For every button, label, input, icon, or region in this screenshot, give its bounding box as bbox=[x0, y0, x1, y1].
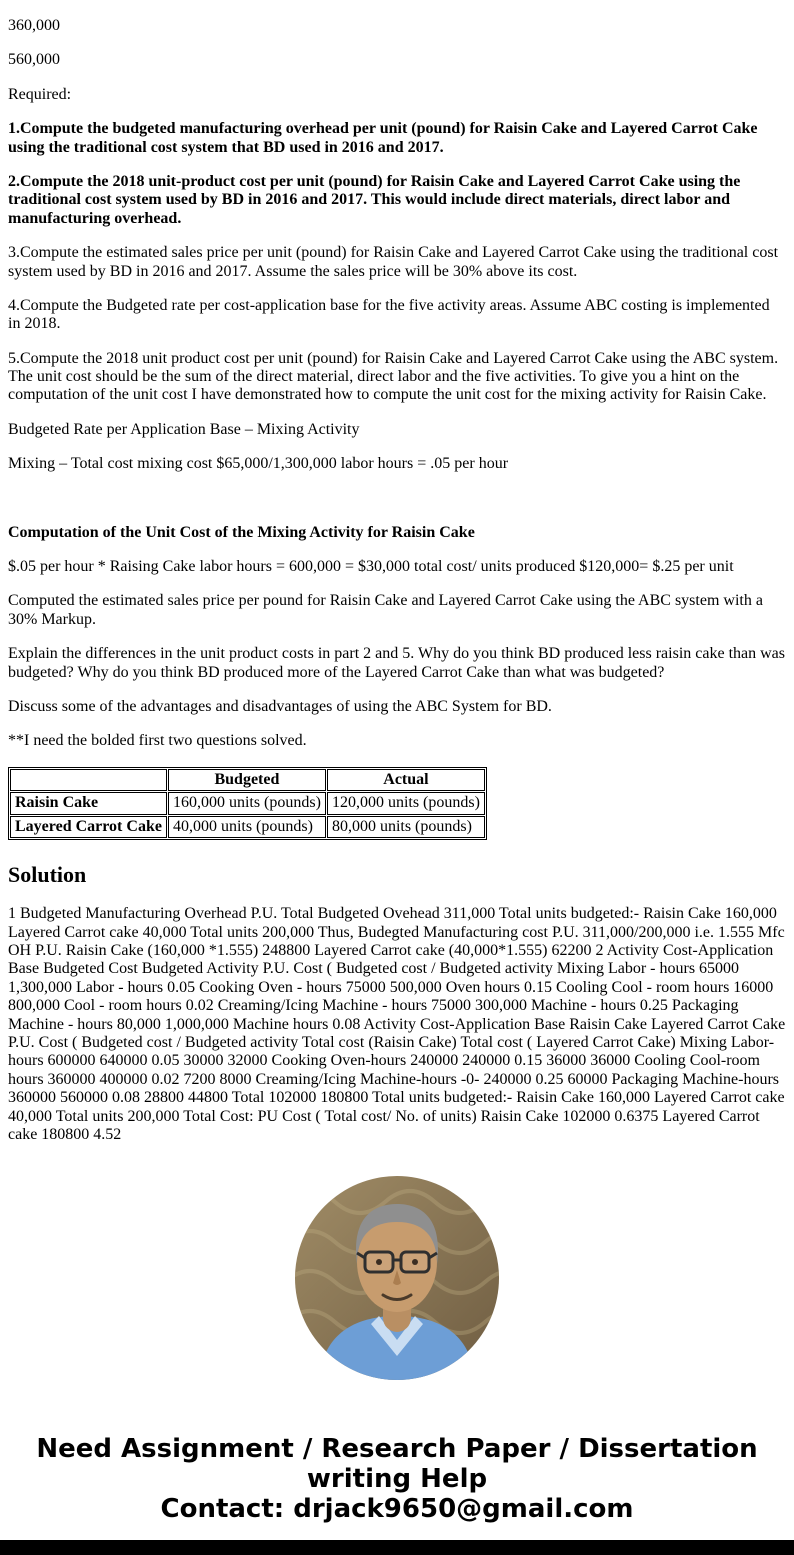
tutor-photo-container bbox=[8, 1176, 786, 1385]
row-label-layered-carrot-cake: Layered Carrot Cake bbox=[10, 816, 167, 838]
table-header-budgeted: Budgeted bbox=[168, 769, 326, 791]
computation-heading: Computation of the Unit Cost of the Mixing Activity for Raisin Cake bbox=[8, 523, 475, 541]
bottom-black-bar bbox=[0, 1540, 794, 1555]
footer-help-line: Need Assignment / Research Paper / Dissertation writing Help bbox=[36, 1433, 758, 1494]
budget-vs-actual-table bbox=[8, 767, 487, 840]
question-1: 1.Compute the budgeted manufacturing overhead per unit (pound) for Raisin Cake and Layered Carrot Cake using the traditional cost system that BD used in 2016 and 2017. bbox=[8, 120, 758, 156]
solution-text: 1 Budgeted Manufacturing Overhead P.U. Total Budgeted Ovehead 311,000 Total units budgeted:- Raisin Cake 160,000 Layered Carrot cake 40,000 Total units 200,000 Thus, Budegted Manufacturing cost P.U. 311,000/200,000 i.e. 1.555 Mfc OH P.U. Raisin Cake (160,000 *1.555) 248800 Layered Carrot cake (40,000*1.555) 62200 2 Activity Cost-Application Base Budgeted Cost Budgeted Activity P.U. Cost ( Budgeted cost / Budgeted activity Mixing Labor - hours 65000 1,300,000 Labor - hours 0.05 Cooking Oven - hours 75000 500,000 Oven hours 0.15 Cooling Cool - room hours 16000 800,000 Cool - room hours 0.02 Creaming/Icing Machine - hours 75000 300,000 Machine - hours 0.25 Packaging Machine - hours 80,000 1,000,000 Machine hours 0.08 Activity Cost-Application Base Raisin Cake Layered Carrot Cake P.U. Cost ( Budgeted cost / Budgeted activity Total cost (Raisin Cake) Total cost ( Layered Carrot Cake) Mixing Labor-hours 600000 640000 0.05 30000 32000 Cooking Oven-hours 240000 240000 0.15 36000 36000 Cooling Cool-room hours 360000 400000 0.02 7200 8000 Creaming/Icing Machine-hours -0- 240000 0.25 60000 Packaging Machine-hours 360000 560000 0.08 28800 44800 Total 102000 180800 Total units budgeted:- Raisin Cake 160,000 Layered Carrot cake 40,000 Total units 200,000 Total Cost: PU Cost ( Total cost/ No. of units) Raisin Cake 102000 0.6375 Layered Carrot cake 180800 4.52 bbox=[8, 905, 786, 1143]
table-header-blank bbox=[10, 769, 167, 791]
table-row bbox=[10, 816, 485, 838]
discuss-line: Discuss some of the advantages and disadvantages of using the ABC System for BD. bbox=[8, 697, 552, 715]
left-eye bbox=[376, 1259, 382, 1265]
footer-help-block bbox=[8, 1434, 786, 1524]
question-5: 5.Compute the 2018 unit product cost per unit (pound) for Raisin Cake and Layered Carrot Cake using the ABC system. The unit cost should be the sum of the direct material, direct labor and the five activities. To give you a hint on the computation of the unit cost I have demonstrated how to compute the unit cost for the mixing activity for Raisin Cake. bbox=[8, 349, 779, 404]
table-row bbox=[10, 792, 485, 814]
footer-contact-line: Contact: drjack9650@gmail.com bbox=[160, 1494, 634, 1525]
computation-line: $.05 per hour * Raising Cake labor hours = 600,000 = $30,000 total cost/ units produced $120,000= $.25 per unit bbox=[8, 558, 734, 576]
tutor-portrait-photo bbox=[295, 1176, 499, 1380]
table-header-actual: Actual bbox=[327, 769, 485, 791]
budgeted-rate-heading: Budgeted Rate per Application Base – Mixing Activity bbox=[8, 420, 360, 438]
row-label-raisin-cake: Raisin Cake bbox=[10, 792, 167, 814]
note-line: **I need the bolded first two questions solved. bbox=[8, 732, 307, 750]
overhead-value-2: 560,000 bbox=[8, 51, 60, 69]
solution-heading: Solution bbox=[8, 861, 87, 887]
table-header-row bbox=[10, 769, 485, 791]
computed-sales-price-line: Computed the estimated sales price per pound for Raisin Cake and Layered Carrot Cake using the ABC system with a 30% Markup. bbox=[8, 592, 763, 628]
carrot-actual-cell: 80,000 units (pounds) bbox=[327, 816, 485, 838]
explain-differences-line: Explain the differences in the unit product costs in part 2 and 5. Why do you think BD produced less raisin cake than was budgeted? Why do you think BD produced more of the Layered Carrot Cake than what was budgeted? bbox=[8, 645, 786, 681]
right-eye bbox=[412, 1259, 418, 1265]
raisin-budgeted-cell: 160,000 units (pounds) bbox=[168, 792, 326, 814]
overhead-value-1: 360,000 bbox=[8, 17, 60, 34]
raisin-actual-cell: 120,000 units (pounds) bbox=[327, 792, 485, 814]
question-3: 3.Compute the estimated sales price per unit (pound) for Raisin Cake and Layered Carrot Cake using the traditional cost system used by BD in 2016 and 2017. Assume the sales price will be 30% above its cost. bbox=[8, 244, 779, 280]
question-2: 2.Compute the 2018 unit-product cost per unit (pound) for Raisin Cake and Layered Carrot Cake using the traditional cost system used by BD in 2016 and 2017. This would include direct materials, direct labor and manufacturing overhead. bbox=[8, 172, 741, 227]
question-4: 4.Compute the Budgeted rate per cost-application base for the five activity areas. Assume ABC costing is implemented in 2018. bbox=[8, 296, 770, 333]
required-label: Required: bbox=[8, 85, 72, 103]
mixing-rate-line: Mixing – Total cost mixing cost $65,000/1,300,000 labor hours = .05 per hour bbox=[8, 455, 509, 473]
carrot-budgeted-cell: 40,000 units (pounds) bbox=[168, 816, 326, 838]
